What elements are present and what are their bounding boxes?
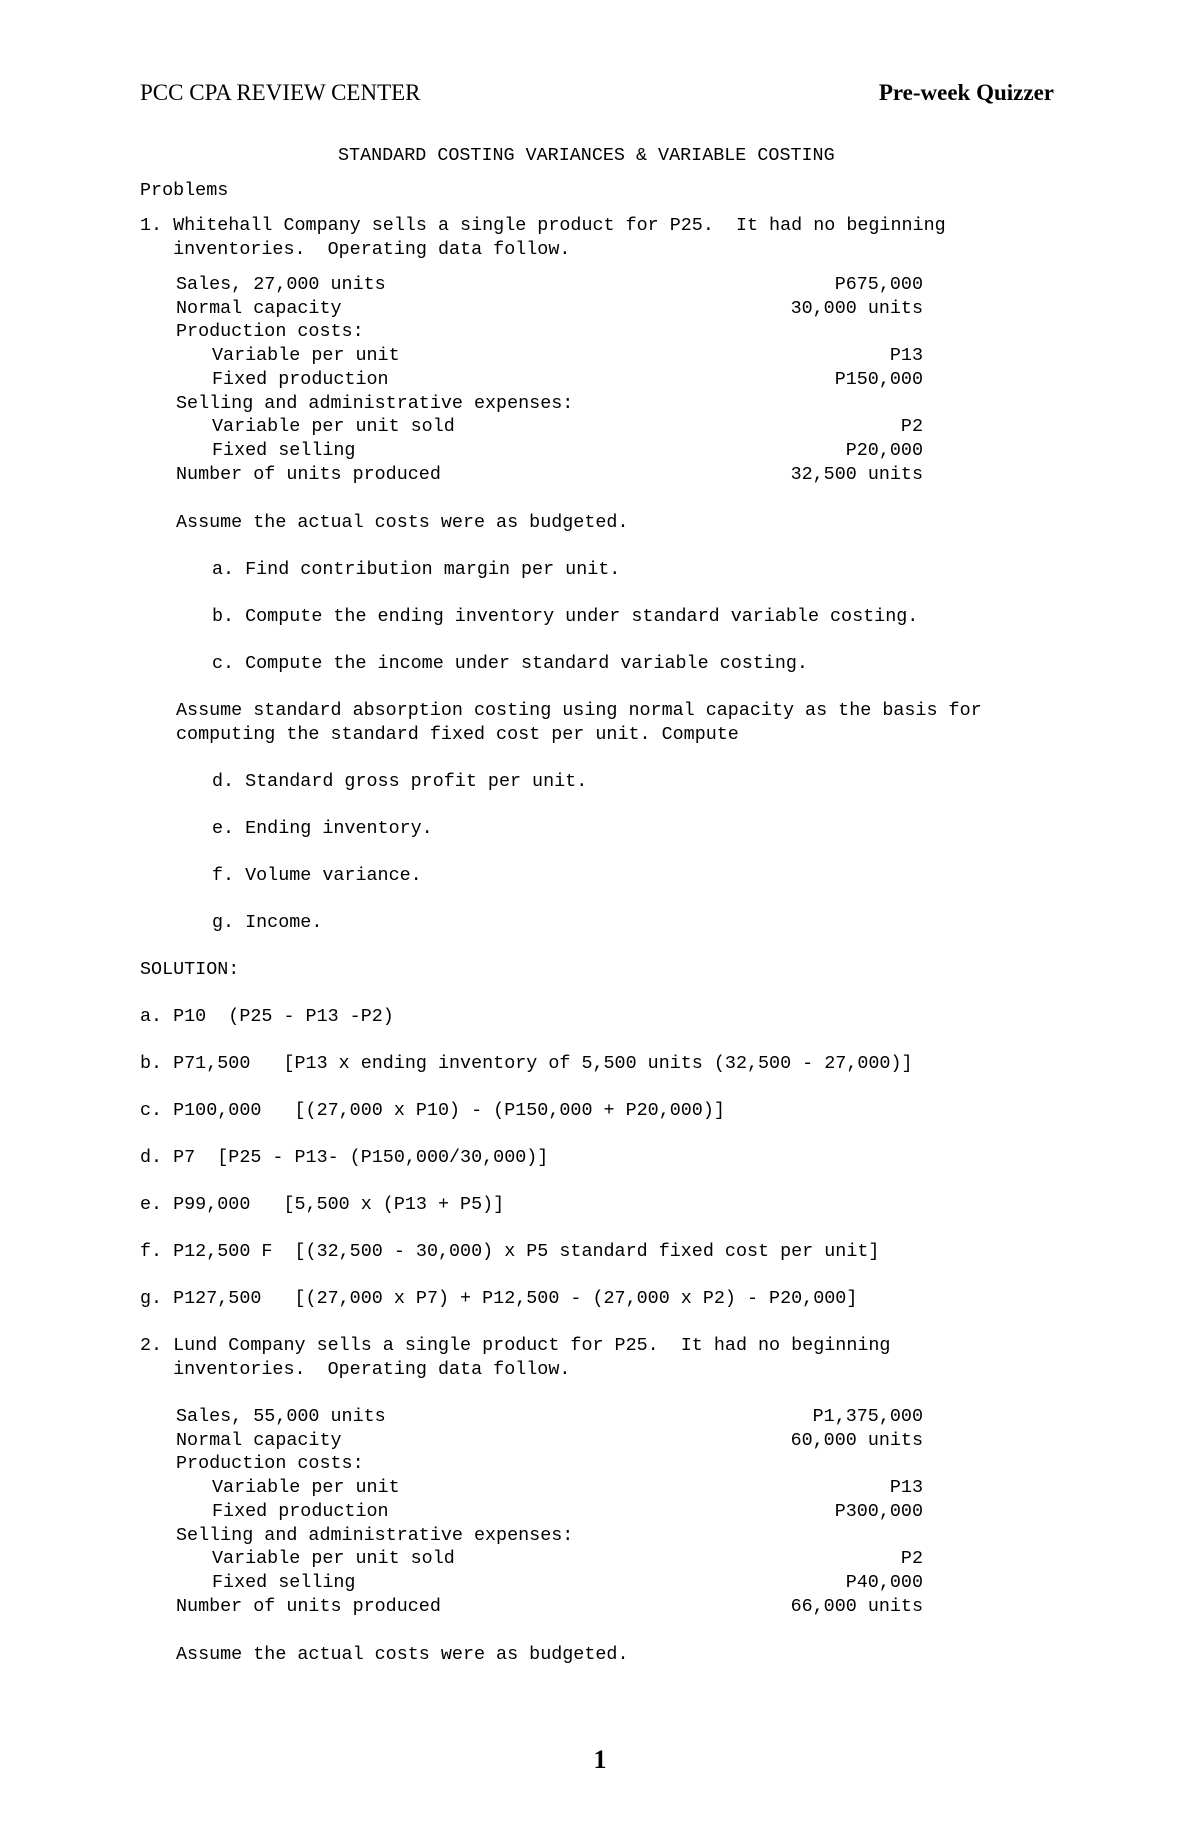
question-b: b. Compute the ending inventory under standard variable costing. [212,606,919,627]
document-title: STANDARD COSTING VARIANCES & VARIABLE COSTING [338,145,835,166]
question-a: a. Find contribution margin per unit. [212,559,621,580]
problem1-assume: Assume the actual costs were as budgeted. [176,512,629,533]
row-value: 66,000 units [790,1595,923,1617]
table-row [0,1429,1200,1453]
row-label: Sales, 27,000 units [176,274,386,295]
question-e: e. Ending inventory. [212,818,433,839]
row-value: 60,000 units [790,1429,923,1451]
table-row [0,392,1200,416]
row-value: P13 [889,345,923,367]
absorption-note-line2: computing the standard fixed cost per unit. Compute [176,724,739,745]
table-row [0,1524,1200,1548]
absorption-note-line1: Assume standard absorption costing using normal capacity as the basis for [176,700,982,721]
solution-heading: SOLUTION: [140,959,240,980]
row-label: Fixed selling [212,439,356,461]
solution-b: b. P71,500 [P13 x ending inventory of 5,500 units (32,500 - 27,000)] [140,1053,913,1074]
row-label: Variable per unit [212,1477,400,1499]
solution-d: d. P7 [P25 - P13- (P150,000/30,000)] [140,1147,549,1168]
table-row [0,1452,1200,1476]
page-number: 1 [593,1745,607,1774]
question-d: d. Standard gross profit per unit. [212,771,588,792]
row-label: Fixed production [212,1500,389,1522]
solution-a: a. P10 (P25 - P13 -P2) [140,1006,394,1027]
row-value: P13 [889,1477,923,1499]
table-row [0,1476,1200,1500]
question-f: f. Volume variance. [212,865,422,886]
row-value: P1,375,000 [812,1406,923,1427]
solution-f: f. P12,500 F [(32,500 - 30,000) x P5 standard fixed cost per unit] [140,1241,880,1262]
problem2-intro-line1: 2. Lund Company sells a single product for P25. It had no beginning [140,1335,891,1356]
row-label: Variable per unit sold [212,416,455,438]
table-row [0,1405,1200,1429]
table-row [0,439,1200,463]
header-right: Pre-week Quizzer [878,80,1054,105]
table-row [0,273,1200,297]
row-label: Production costs: [176,1453,364,1475]
question-c: c. Compute the income under standard variable costing. [212,653,808,674]
table-row [0,463,1200,487]
row-label: Fixed production [212,368,389,390]
row-label: Number of units produced [176,463,441,485]
row-label: Selling and administrative expenses: [176,1524,574,1546]
row-value: P150,000 [834,368,923,390]
table-row [0,368,1200,392]
solution-e: e. P99,000 [5,500 x (P13 + P5)] [140,1194,505,1215]
row-value: P2 [900,1548,923,1570]
row-value: P675,000 [834,274,923,295]
row-value: P40,000 [845,1571,923,1593]
solution-c: c. P100,000 [(27,000 x P10) - (P150,000 + P20,000)] [140,1100,725,1121]
table-row [0,1500,1200,1524]
row-value: P2 [900,416,923,438]
problem1-intro-line1: 1. Whitehall Company sells a single product for P25. It had no beginning [140,215,946,236]
row-label: Normal capacity [176,297,342,319]
problem2-assume: Assume the actual costs were as budgeted. [176,1644,629,1665]
problem2-intro-line2: inventories. Operating data follow. [140,1359,571,1380]
row-label: Production costs: [176,321,364,343]
problem1-intro-line2: inventories. Operating data follow. [140,239,571,260]
row-label: Normal capacity [176,1429,342,1451]
row-value: P300,000 [834,1500,923,1522]
row-value: 30,000 units [790,297,923,319]
table-row [0,320,1200,344]
row-label: Selling and administrative expenses: [176,392,574,414]
row-label: Number of units produced [176,1595,441,1617]
row-label: Variable per unit [212,345,400,367]
table-row [0,1595,1200,1619]
solution-g: g. P127,500 [(27,000 x P7) + P12,500 - (27,000 x P2) - P20,000] [140,1288,858,1309]
row-label: Sales, 55,000 units [176,1406,386,1427]
row-value: P20,000 [845,439,923,461]
table-row [0,1547,1200,1571]
table-row [0,1571,1200,1595]
table-row [0,344,1200,368]
row-value: 32,500 units [790,463,923,485]
table-row [0,415,1200,439]
problems-heading: Problems [140,180,229,201]
question-g: g. Income. [212,912,323,933]
table-row [0,297,1200,321]
row-label: Variable per unit sold [212,1548,455,1570]
header-left: PCC CPA REVIEW CENTER [140,80,421,105]
row-label: Fixed selling [212,1571,356,1593]
